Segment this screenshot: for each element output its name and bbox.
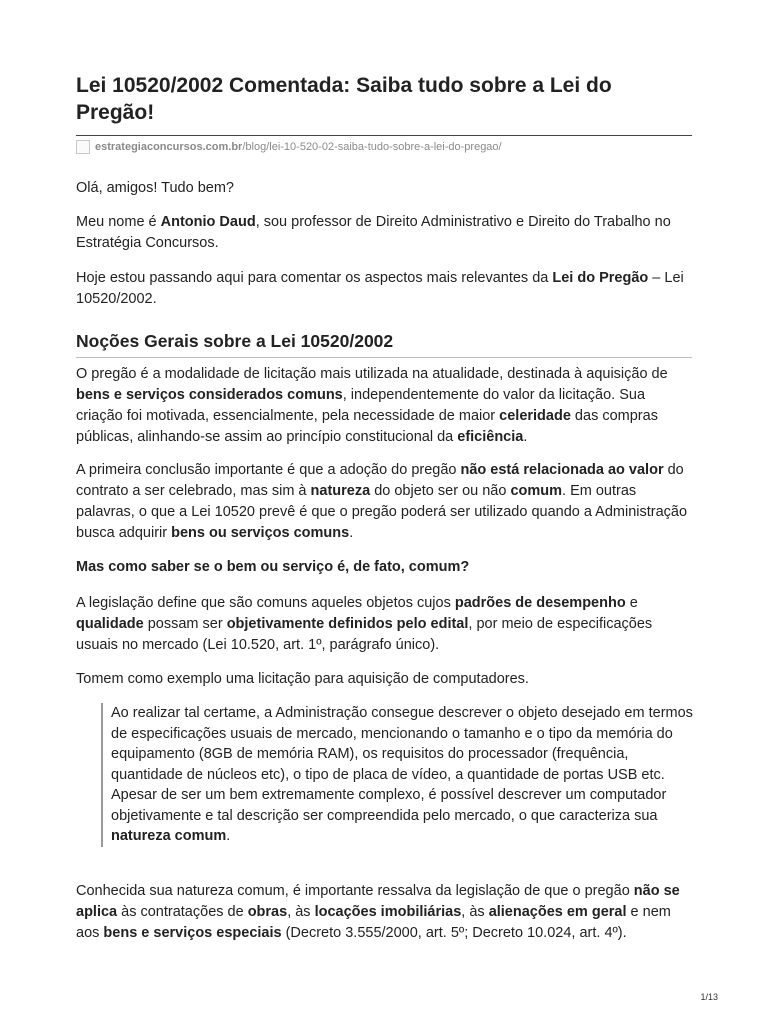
text-span: do objeto ser ou não bbox=[370, 483, 511, 499]
text-span: , independentemente do valor da licitação. Sua criação foi motivada, essencialmente, pela necessidade de maior bbox=[76, 387, 646, 424]
text-span: , por meio de especificações usuais no mercado (Lei 10.520, art. 1º, parágrafo único). bbox=[76, 616, 653, 653]
text-span: Conhecida sua natureza comum, é importante ressalva da legislação de que o pregão bbox=[76, 883, 634, 899]
bold-text: comum bbox=[510, 483, 563, 499]
text-span: . bbox=[349, 525, 354, 541]
bold-text: eficiência bbox=[457, 429, 524, 445]
source-path[interactable]: /blog/lei-10-520-02-saiba-tudo-sobre-a-lei-do-pregao/ bbox=[242, 141, 502, 153]
bold-text: obras bbox=[247, 904, 288, 920]
favicon-icon bbox=[76, 140, 90, 154]
text-span: A primeira conclusão importante é que a adoção do pregão bbox=[76, 462, 461, 478]
topic-paragraph bbox=[76, 268, 692, 310]
bold-text: objetivamente definidos pelo edital bbox=[226, 616, 469, 632]
section-paragraph-3 bbox=[76, 593, 692, 656]
source-domain[interactable]: estrategiaconcursos.com.br bbox=[95, 141, 243, 153]
title-divider bbox=[76, 135, 692, 136]
bold-text: bens e serviços considerados comuns bbox=[76, 387, 343, 403]
text-span: Hoje estou passando aqui para comentar os aspectos mais relevantes da bbox=[76, 270, 553, 286]
bold-text: alienações em geral bbox=[488, 904, 627, 920]
blockquote bbox=[101, 703, 701, 847]
text-span: possam ser bbox=[143, 616, 227, 632]
source-url[interactable] bbox=[95, 141, 502, 153]
text-span: . bbox=[226, 828, 231, 844]
section-paragraph-4: Tomem como exemplo uma licitação para aquisição de computadores. bbox=[76, 671, 529, 687]
text-span: Apesar de ser um bem extremamente complexo, é possível descrever um computador objetivamente e tal descrição ser compreendida pelo mercado, o que caracteriza sua bbox=[111, 787, 667, 824]
text-span: do contrato a ser celebrado, mas sim à bbox=[76, 462, 684, 499]
text-span: Meu nome é bbox=[76, 214, 161, 230]
section-heading: Noções Gerais sobre a Lei 10520/2002 bbox=[76, 331, 394, 351]
bold-text: locações imobiliárias bbox=[314, 904, 462, 920]
bold-text: natureza comum bbox=[111, 828, 227, 844]
text-span: e bbox=[625, 595, 638, 611]
text-span: . bbox=[523, 429, 528, 445]
bold-text: qualidade bbox=[76, 616, 144, 632]
text-span: (Decreto 3.555/2000, art. 5º; Decreto 10.024, art. 4º). bbox=[281, 925, 627, 941]
bold-text: padrões de desempenho bbox=[454, 595, 626, 611]
greeting-paragraph: Olá, amigos! Tudo bem? bbox=[76, 180, 234, 196]
article-title: Lei 10520/2002 Comentada: Saiba tudo sobre a Lei do Pregão! bbox=[76, 74, 612, 124]
author-name: Antonio Daud bbox=[160, 214, 256, 230]
bold-text: não se aplica bbox=[76, 883, 680, 920]
text-span: , sou professor de Direito Administrativo e Direito do Trabalho no Estratégia Concursos. bbox=[76, 214, 671, 251]
page-number: 1/13 bbox=[700, 992, 718, 1002]
question-heading: Mas como saber se o bem ou serviço é, de fato, comum? bbox=[76, 559, 470, 575]
bold-text: Lei do Pregão bbox=[552, 270, 649, 286]
bold-text: natureza bbox=[310, 483, 371, 499]
quote-paragraph-2 bbox=[111, 785, 701, 847]
text-span: , às bbox=[287, 904, 315, 920]
section-paragraph-5 bbox=[76, 881, 692, 944]
bold-text: celeridade bbox=[499, 408, 571, 424]
text-span: e nem aos bbox=[76, 904, 671, 941]
source-line bbox=[76, 139, 502, 155]
text-span: , às bbox=[461, 904, 489, 920]
text-span: das compras públicas, alinhando-se assim ao princípio constitucional da bbox=[76, 408, 658, 445]
author-paragraph bbox=[76, 212, 692, 254]
text-span: às contratações de bbox=[117, 904, 248, 920]
section-paragraph-2 bbox=[76, 460, 692, 544]
text-span: A legislação define que são comuns aqueles objetos cujos bbox=[76, 595, 455, 611]
text-span: . Em outras palavras, o que a Lei 10520 prevê é que o pregão poderá ser utilizado quando a Administração busca adquirir bbox=[76, 483, 688, 541]
bold-text: bens e serviços especiais bbox=[103, 925, 282, 941]
section-divider bbox=[76, 357, 692, 358]
section-paragraph-1 bbox=[76, 364, 692, 448]
quote-paragraph-1: Ao realizar tal certame, a Administração consegue descrever o objeto desejado em termos de especificações usuais de mercado, mencionando o tamanho e o tipo da memória do equipamento (8GB de memória RAM), os requisitos do processador (frequência, quantidade de núcleos etc), o tipo de placa de vídeo, a quantidade de portas USB etc. bbox=[111, 705, 693, 783]
bold-text: bens ou serviços comuns bbox=[171, 525, 350, 541]
text-span: O pregão é a modalidade de licitação mais utilizada na atualidade, destinada à aquisição de bbox=[76, 366, 668, 382]
bold-text: não está relacionada ao valor bbox=[460, 462, 664, 478]
text-span: – Lei 10520/2002. bbox=[76, 270, 684, 307]
